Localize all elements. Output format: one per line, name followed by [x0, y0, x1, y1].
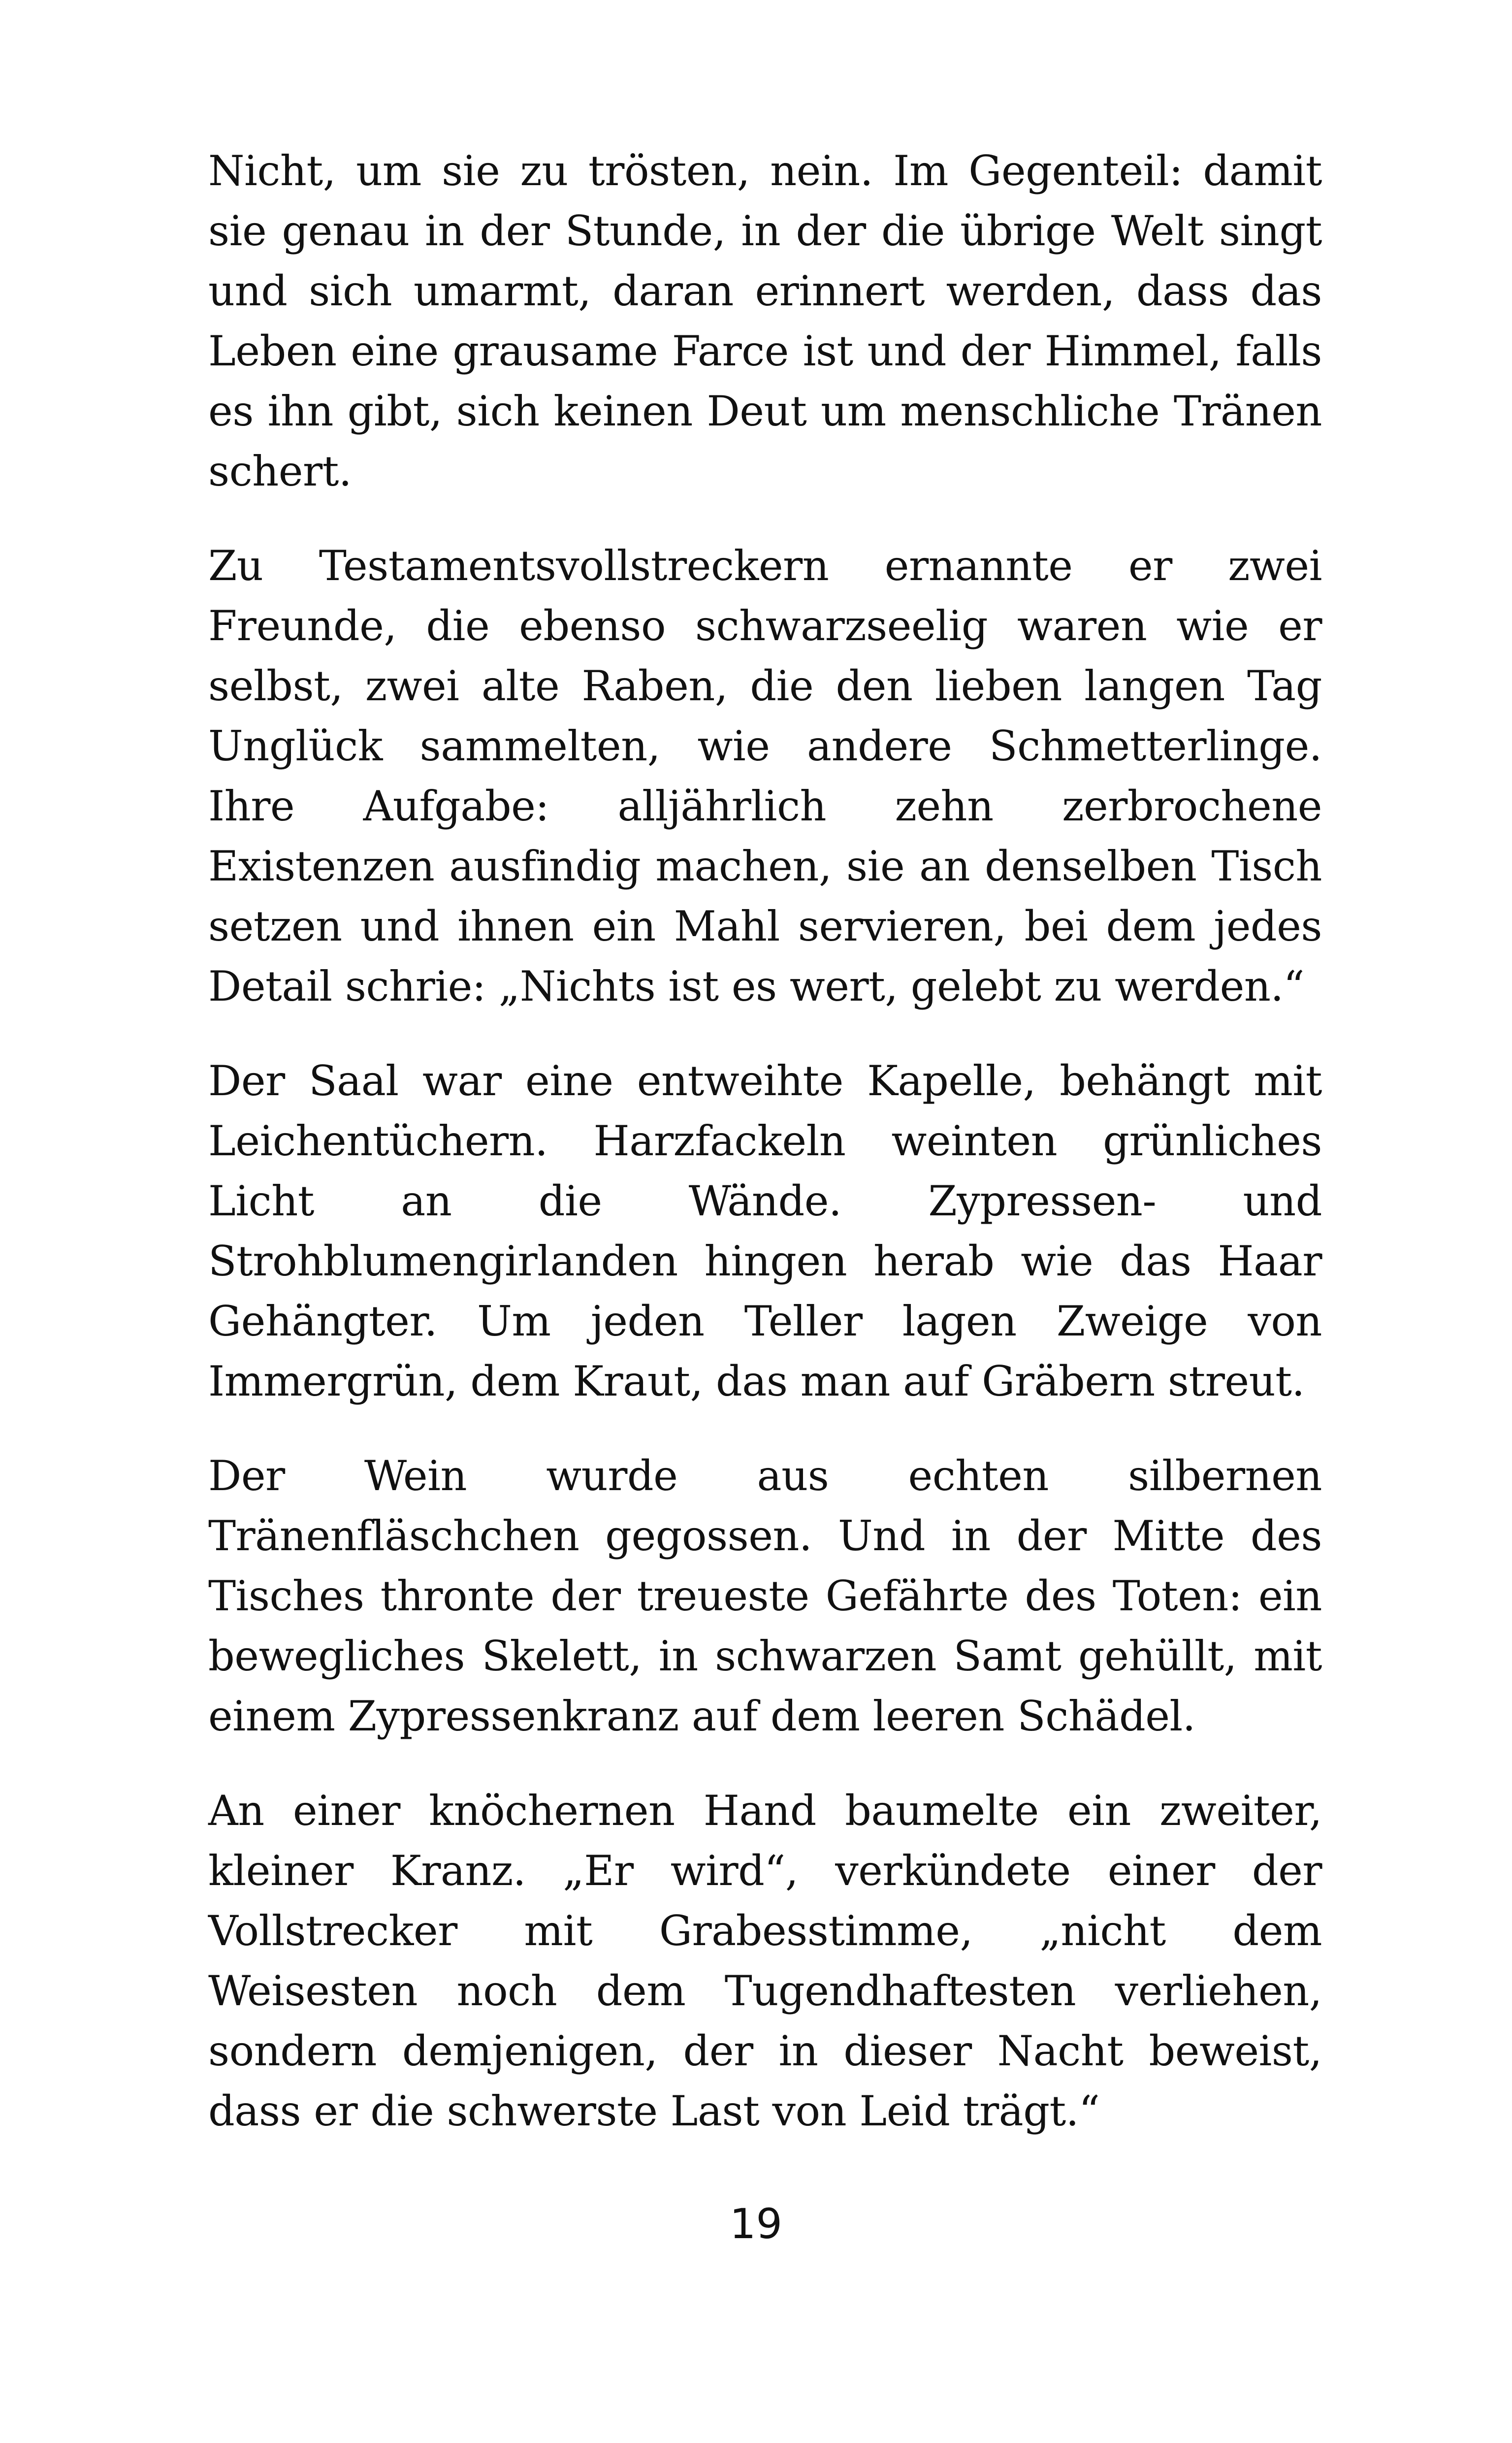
paragraph-2: Zu Testamentsvollstreckern ernannte er zwei Freunde, die ebenso schwarzseelig waren wie er selbst, zwei alte Raben, die den lieben langen Tag Unglück sammelten, wie andere Schmetterlinge. Ihre Aufgabe: alljährlich zehn zerbrochene Existenzen ausfindig machen, sie an denselben Tisch setzen und ihnen ein Mahl servieren, bei dem jedes Detail schrie: „Nichts ist es wert, gelebt zu werden.“ [208, 542, 1322, 1010]
page-body [208, 141, 1322, 2176]
page-number: 19 [730, 2200, 782, 2248]
paragraph-1: Nicht, um sie zu trösten, nein. Im Gegenteil: damit sie genau in der Stunde, in der die übrige Welt singt und sich umarmt, daran erinnert werden, dass das Leben eine grausame Farce ist und der Himmel, falls es ihn gibt, sich keinen Deut um menschliche Tränen schert. [208, 147, 1322, 495]
paragraph-3: Der Saal war eine entweihte Kapelle, behängt mit Leichentüchern. Harzfackeln weinten grünliches Licht an die Wände. Zypressen- und Strohblumengirlanden hingen herab wie das Haar Gehängter. Um jeden Teller lagen Zweige von Immergrün, dem Kraut, das man auf Gräbern streut. [208, 1057, 1322, 1405]
paragraph-5: An einer knöchernen Hand baumelte ein zweiter, kleiner Kranz. „Er wird“, verkündete einer der Vollstrecker mit Grabesstimme, „nicht dem Weisesten noch dem Tugendhaftesten verliehen, sondern demjenigen, der in dieser Nacht beweist, dass er die schwerste Last von Leid trägt.“ [208, 1787, 1322, 2135]
paragraph-4: Der Wein wurde aus echten silbernen Tränenfläschchen gegossen. Und in der Mitte des Tisches thronte der treueste Gefährte des Toten: ein bewegliches Skelett, in schwarzen Samt gehüllt, mit einem Zypressenkranz auf dem leeren Schädel. [208, 1452, 1322, 1740]
